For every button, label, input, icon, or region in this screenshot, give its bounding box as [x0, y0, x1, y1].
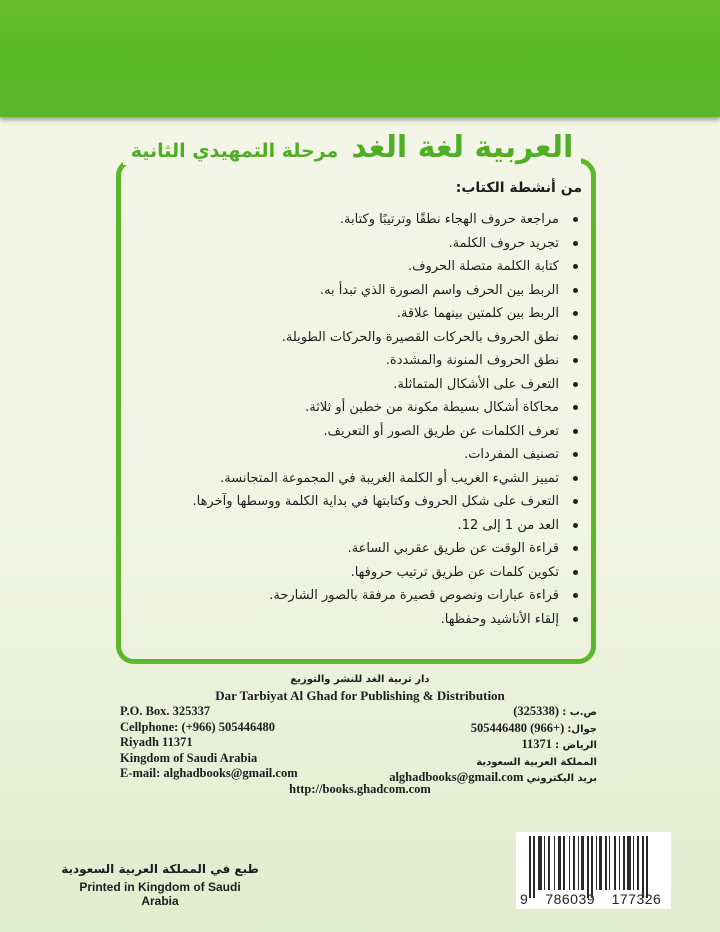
bullet-icon [573, 382, 578, 387]
list-item: قراءة عبارات ونصوص قصيرة مرفقة بالصور الشارحة. [142, 584, 582, 608]
bullet-icon [573, 288, 578, 293]
list-item: إلقاء الأناشيد وحفظها. [142, 608, 582, 632]
website-url: http://books.ghadcom.com [289, 782, 431, 796]
po-box: P.O. Box. 325337 [120, 704, 211, 718]
bullet-icon [573, 593, 578, 598]
title-subtitle: مرحلة التمهيدي الثانية [130, 140, 339, 162]
bullet-icon [573, 499, 578, 504]
activities-list [142, 208, 582, 631]
list-item: مراجعة حروف الهجاء نطقًا وترتيبًا وكتابة. [142, 208, 582, 232]
list-item: تجريد حروف الكلمة. [142, 232, 582, 256]
activities-heading: من أنشطة الكتاب: [455, 180, 582, 196]
contact-arabic [389, 704, 597, 787]
bullet-icon [573, 452, 578, 457]
bullet-icon [573, 523, 578, 528]
barcode-bars-icon [529, 836, 663, 892]
list-item: التعرف على شكل الحروف وكتابتها في بداية الكلمة ووسطها وآخرها. [142, 490, 582, 514]
publisher-name-ar: دار تربية الغد للنشر والتوزيع [290, 674, 430, 685]
bullet-icon [573, 617, 578, 622]
printed-in-ar: طبع في المملكة العربية السعودية [61, 862, 259, 876]
printed-in-en: Printed in Kingdom of Saudi Arabia [79, 880, 241, 908]
bullet-icon [573, 264, 578, 269]
email-ar: بريد اليكتروني alghadbooks@gmail.com [389, 770, 597, 784]
list-item: التعرف على الأشكال المتماثلة. [142, 373, 582, 397]
list-item: نطق الحروف بالحركات القصيرة والحركات الطويلة. [142, 326, 582, 350]
publisher-name-en: Dar Tarbiyat Al Ghad for Publishing & Distribution [215, 688, 505, 703]
cellphone: Cellphone: (+966) 505446480 [120, 719, 276, 734]
contact-english [120, 704, 298, 782]
bullet-icon [573, 405, 578, 410]
activities-section [142, 178, 582, 631]
isbn-barcode [516, 832, 671, 909]
book-title [0, 130, 720, 170]
city-ar: الرياض : 11371 [521, 737, 597, 751]
bullet-icon [573, 217, 578, 222]
list-item: قراءة الوقت عن طريق عقربي الساعة. [142, 537, 582, 561]
list-item: تعرف الكلمات عن طريق الصور أو التعريف. [142, 420, 582, 444]
email: E-mail: alghadbooks@gmail.com [120, 766, 298, 780]
publisher-name [0, 672, 720, 704]
title-wrapper [123, 130, 582, 165]
po-box-ar: ص.ب : (325338) [513, 704, 597, 718]
list-item: نطق الحروف المنونة والمشددة. [142, 349, 582, 373]
green-header-band [0, 0, 720, 117]
list-item: العد من 1 إلى 12. [142, 514, 582, 538]
list-item: الربط بين الحرف واسم الصورة الذي تبدأ به. [142, 279, 582, 303]
bullet-icon [573, 429, 578, 434]
list-item: الربط بين كلمتين بينهما علاقة. [142, 302, 582, 326]
bullet-icon [573, 476, 578, 481]
list-item: تمييز الشيء الغريب أو الكلمة الغريبة في المجموعة المتجانسة. [142, 467, 582, 491]
city: Riyadh 11371 [120, 735, 193, 749]
country: Kingdom of Saudi Arabia [120, 750, 258, 765]
list-item: كتابة الكلمة متصلة الحروف. [142, 255, 582, 279]
bullet-icon [573, 358, 578, 363]
list-item: محاكاة أشكال بسيطة مكونة من خطين أو ثلاثة. [142, 396, 582, 420]
title-main: العربية لغة الغد [351, 130, 574, 165]
printed-in [60, 862, 260, 908]
mobile-ar: جوال: 505446480 (966+) [470, 720, 597, 735]
bullet-icon [573, 241, 578, 246]
list-item: تكوين كلمات عن طريق ترتيب حروفها. [142, 561, 582, 585]
barcode-number: 9 786039 177326 [520, 891, 662, 907]
list-item: تصنيف المفردات. [142, 443, 582, 467]
country-ar: المملكة العربية السعودية [476, 756, 597, 768]
bullet-icon [573, 570, 578, 575]
bullet-icon [573, 546, 578, 551]
bullet-icon [573, 335, 578, 340]
bullet-icon [573, 311, 578, 316]
